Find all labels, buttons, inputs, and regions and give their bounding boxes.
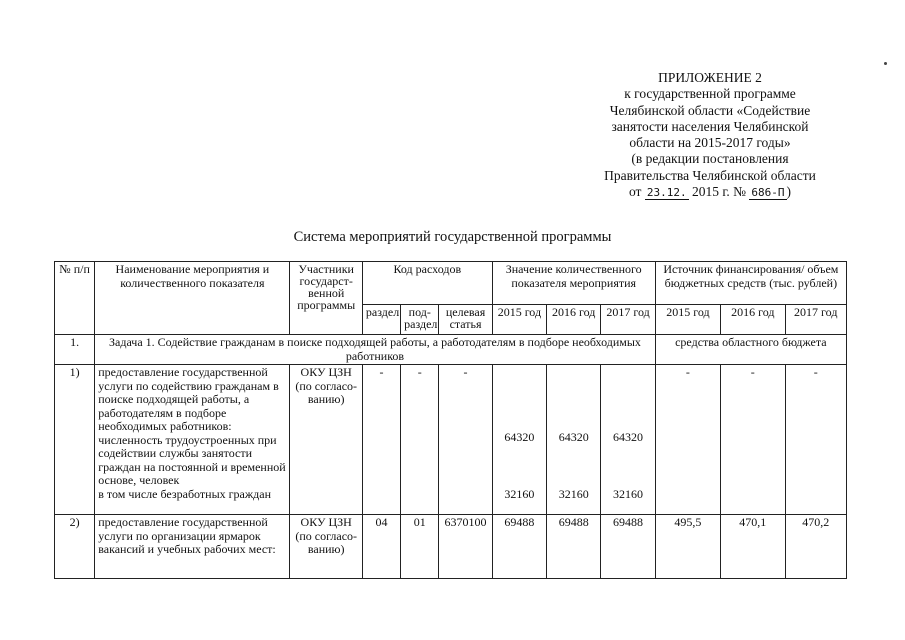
row2-subsection: 01 xyxy=(401,515,439,579)
row2-value-2017: 69488 xyxy=(601,515,655,579)
row1-values-2017 xyxy=(601,365,655,515)
header-name: Наименование мероприятия и количественного показателя xyxy=(95,262,290,335)
task-row xyxy=(55,335,847,365)
appendix-line: к государственной программе xyxy=(624,86,796,102)
table-row xyxy=(55,365,847,515)
document-title: Система мероприятий государственной программы xyxy=(293,229,612,245)
header-num: № п/п xyxy=(55,262,95,335)
row1-target: - xyxy=(439,365,492,515)
row1-description: предоставление государственной услуги по содействию гражданам в поиске подходящей работы, а работодателям в подборе необходимых работников: xyxy=(98,365,279,433)
appendix-line: (в редакции постановления xyxy=(631,151,789,167)
header-funding-2015: 2015 год xyxy=(655,305,720,335)
header-indicator-value: Значение количественного показателя мероприятия xyxy=(492,262,655,305)
row2-section: 04 xyxy=(362,515,400,579)
header-year-2015: 2015 год xyxy=(492,305,546,335)
appendix-line: занятости населения Челябинской xyxy=(611,118,809,134)
row1-value-2017: 64320 xyxy=(613,430,644,444)
header-subsection: под-раздел xyxy=(401,305,439,335)
row2-funding-2015: 495,5 xyxy=(655,515,720,579)
appendix-title: ПРИЛОЖЕНИЕ 2 xyxy=(658,70,762,85)
header-target: целевая статья xyxy=(439,305,492,335)
row1-subindicator: в том числе безработных граждан xyxy=(98,486,272,501)
row2-target: 6370100 xyxy=(439,515,492,579)
header-year-2017: 2017 год xyxy=(601,305,655,335)
row1-funding-2015: - xyxy=(655,365,720,515)
from-prefix: от xyxy=(628,184,642,200)
header-funding-2017: 2017 год xyxy=(785,305,847,335)
row2-value-2015: 69488 xyxy=(492,515,546,579)
decree-date: 23.12. xyxy=(646,186,687,200)
row1-name xyxy=(95,365,290,515)
row1-indicator: численность трудоустроенных при содействии службы занятости граждан на постоянной и временной основе, человек xyxy=(98,432,286,487)
row1-subvalue-2017: 32160 xyxy=(613,486,644,501)
header-year-2016: 2016 год xyxy=(547,305,601,335)
row1-num: 1) xyxy=(55,365,95,515)
row1-subsection: - xyxy=(401,365,439,515)
row2-funding-2016: 470,1 xyxy=(721,515,785,579)
decree-number: 686-П xyxy=(751,186,785,200)
task-funding-source: средства областного бюджета xyxy=(655,335,846,365)
decree-year: 2015 г. № xyxy=(691,184,746,200)
scan-speck xyxy=(884,62,887,65)
close-paren: ) xyxy=(786,184,791,200)
row1-subvalue-2015: 32160 xyxy=(504,486,535,501)
row2-value-2016: 69488 xyxy=(547,515,601,579)
header-funding-2016: 2016 год xyxy=(721,305,785,335)
row1-value-2016: 64320 xyxy=(558,430,589,444)
row2-participant: ОКУ ЦЗН (по согласо-ванию) xyxy=(290,515,362,579)
row2-num: 2) xyxy=(55,515,95,579)
header-section: раздел xyxy=(362,305,400,335)
row1-subvalue-2016: 32160 xyxy=(558,486,589,501)
measures-table xyxy=(54,261,847,579)
row1-value-2015: 64320 xyxy=(504,430,535,444)
header-participants: Участники государст-венной программы xyxy=(290,262,362,335)
row1-values-2016 xyxy=(547,365,601,515)
row1-funding-2016: - xyxy=(721,365,785,515)
header-funding: Источник финансирования/ объем бюджетных средств (тыс. рублей) xyxy=(655,262,846,305)
appendix-date-line xyxy=(560,184,860,200)
row2-funding-2017: 470,2 xyxy=(785,515,847,579)
task-text: Задача 1. Содействие гражданам в поиске подходящей работы, а работодателям в подборе необходимых работников xyxy=(95,335,655,365)
row1-funding-2017: - xyxy=(785,365,847,515)
row1-participant: ОКУ ЦЗН (по согласо-ванию) xyxy=(290,365,362,515)
appendix-header xyxy=(560,70,860,200)
row1-section: - xyxy=(362,365,400,515)
appendix-line: Правительства Челябинской области xyxy=(604,167,816,183)
appendix-line: области на 2015-2017 годы» xyxy=(629,135,791,151)
task-num: 1. xyxy=(55,335,95,365)
table-row xyxy=(55,515,847,579)
row2-name: предоставление государственной услуги по организации ярмарок вакансий и учебных рабочих мест: xyxy=(95,515,290,579)
header-expense-code: Код расходов xyxy=(362,262,492,305)
appendix-line: Челябинской области «Содействие xyxy=(609,102,811,118)
row1-values-2015 xyxy=(492,365,546,515)
